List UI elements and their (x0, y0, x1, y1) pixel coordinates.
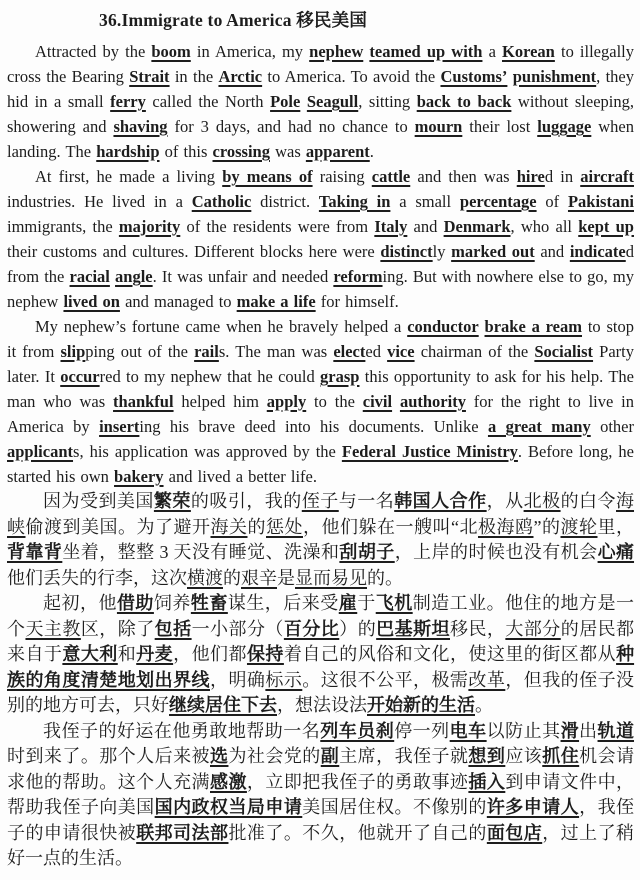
vocab-term: 轨道 (597, 720, 635, 741)
vocab-term: 改革 (468, 669, 506, 690)
vocab-term: 百分比 (283, 618, 340, 639)
vocab-term: shaving (113, 117, 168, 136)
vocab-term: punishment (512, 67, 597, 86)
vocab-term: Catholic (191, 192, 252, 211)
vocab-term: 开始新的生活 (367, 695, 475, 715)
text-segment: of this (159, 142, 213, 161)
text-segment: 时到来了。那个人后来被 (7, 746, 210, 766)
vocab-term: 保持 (246, 644, 284, 664)
text-segment: 制造工业。他住的地方是一个 (7, 593, 635, 639)
text-segment: 移民， (450, 618, 506, 639)
vocab-term: 丹麦 (136, 644, 174, 664)
text-segment: industries. He lived in a (7, 192, 192, 211)
vocab-term: marked out (451, 242, 535, 261)
text-segment: s, his application was approved by the (73, 442, 342, 461)
vocab-term: applicant (7, 442, 74, 461)
text-segment: was (269, 142, 306, 161)
vocab-term: Strait (129, 67, 170, 86)
vocab-term: Korean (502, 42, 555, 61)
text-segment: 的 (223, 567, 241, 588)
vocab-term: Italy (374, 217, 408, 236)
text-segment: and lived a better life. (163, 467, 317, 486)
text-segment: ，想法设法 (277, 695, 367, 715)
vocab-term: aircraft (580, 167, 634, 186)
paragraph (7, 39, 634, 164)
vocab-term: grasp (320, 367, 360, 386)
vocab-term: 抓住 (542, 746, 580, 766)
text-segment: ly (432, 242, 452, 261)
vocab-term: indicate (569, 242, 626, 261)
text-segment: 主席，我侄子就 (339, 746, 469, 766)
text-segment: immigrants, the (7, 217, 119, 236)
text-segment: ，明确 (210, 669, 266, 690)
vocab-term: 韩国人合作 (394, 491, 487, 511)
text-segment: Party later. It (7, 342, 634, 386)
vocab-term: conductor (407, 317, 479, 336)
vocab-term: 国内政权当局申请 (154, 797, 303, 817)
vocab-term: cattle (371, 167, 411, 186)
vocab-term: 侄子 (301, 491, 339, 511)
vocab-term: racial (69, 267, 110, 286)
vocab-term: brake a ream (484, 317, 583, 336)
vocab-term: authority (399, 392, 466, 411)
text-segment: 里， (597, 516, 634, 537)
text-segment: their customs and cultures. Different blocks here were (7, 242, 381, 261)
vocab-term: back to back (416, 92, 512, 111)
vocab-term: 继续居住下去 (169, 695, 277, 715)
text-segment: called the North (145, 92, 271, 111)
text-segment: s. The man was (218, 342, 334, 361)
text-segment: of the residents were from (180, 217, 375, 236)
text-segment: 为社会党的 (228, 746, 321, 766)
text-segment: ，从 (486, 491, 524, 511)
text-segment: 停一列 (394, 720, 450, 741)
text-segment: ing. But with nowhere else to go, my nephew (7, 267, 634, 311)
page-title: 36.Immigrate to America 移民美国 (99, 10, 368, 30)
vocab-term: 惩处 (266, 516, 303, 537)
text-segment: 出 (579, 720, 598, 741)
vocab-term: 刮胡子 (339, 542, 395, 562)
vocab-term: 心痛 (597, 542, 635, 562)
text-segment: ，他们躲在一艘叫“北 (303, 516, 478, 537)
text-segment: and then was (410, 167, 517, 186)
vocab-term: Socialist (534, 342, 594, 361)
vocab-term: 海峡 (7, 491, 635, 537)
vocab-term: 感激 (210, 771, 247, 792)
vocab-term: 艰辛 (241, 567, 277, 588)
vocab-term: nephew (309, 42, 364, 61)
vocab-term: 背靠背 (7, 542, 63, 562)
text-segment: ，上岸的时候也没有机会 (394, 542, 598, 562)
text-segment: ，立即把我侄子的勇敢事迹 (246, 771, 469, 792)
text-segment: ，但我的侄子没别的地方可去，只好 (7, 669, 635, 715)
paragraph (7, 591, 634, 719)
text-segment: helped him (173, 392, 267, 411)
vocab-term: apparent (305, 142, 370, 161)
paragraph (7, 164, 634, 314)
text-segment: 着自己的风俗和文化，使这里的街区都从 (283, 644, 617, 664)
text-segment: ”的 (533, 516, 561, 537)
text-segment: district. (251, 192, 319, 211)
vocab-term: 选 (210, 746, 229, 766)
text-segment: for 3 days, and had no chance to (167, 117, 415, 136)
vocab-term: a great many (487, 417, 591, 436)
vocab-term: 想到 (468, 746, 506, 766)
text-segment: ，过上了稍好一点的生活。 (7, 822, 635, 868)
text-segment: for the right to live in America by (7, 392, 634, 436)
text-segment: to the (306, 392, 363, 411)
text-segment: 起初，他 (43, 593, 117, 613)
vocab-term: reform (333, 267, 383, 286)
vocab-term: 许多申请人 (486, 797, 580, 817)
vocab-term: 列车员刹 (320, 720, 395, 741)
vocab-term: vice (387, 342, 415, 361)
vocab-term: 标示 (265, 669, 303, 690)
vocab-term: Federal Justice Ministry (341, 442, 518, 461)
vocab-term: elect (333, 342, 366, 361)
text-segment: d in (544, 167, 581, 186)
vocab-term: 借助 (116, 593, 154, 613)
text-segment: Attracted by the (35, 42, 152, 61)
vocab-term: Taking in (318, 192, 391, 211)
text-segment: 饲养 (153, 593, 191, 613)
text-segment (392, 392, 400, 411)
text-segment: 坐着，整整 3 天没有睡觉、洗澡和 (62, 542, 340, 562)
text-segment: , they hid in a small (7, 67, 635, 111)
vocab-term: Customs’ (440, 67, 508, 86)
text-segment: 偷渡到美国。为了避开 (25, 516, 211, 537)
vocab-term: 滑 (560, 720, 580, 741)
text-segment: 以防止其 (486, 720, 561, 741)
vocab-term: 电车 (449, 720, 487, 741)
vocab-term: 包括 (154, 618, 192, 639)
vocab-term: percentage (459, 192, 537, 211)
text-segment: chairman of the (414, 342, 535, 361)
vocab-term: make a life (236, 292, 316, 311)
vocab-term: 横渡 (187, 567, 223, 588)
text-segment: . (369, 142, 374, 161)
text-segment: to America. To avoid the (262, 67, 441, 86)
vocab-term: 大部分 (505, 618, 561, 639)
text-segment: raising (312, 167, 372, 186)
paragraph (7, 489, 634, 591)
text-segment: . It was unfair and needed (152, 267, 334, 286)
vocab-term: 渡轮 (560, 516, 598, 537)
text-segment: d from the (7, 242, 634, 286)
text-segment: in America, my (190, 42, 310, 61)
vocab-term: crossing (212, 142, 270, 161)
text-segment: My nephew’s fortune came when he bravely helped a (35, 317, 408, 336)
text-segment: 的 (247, 516, 266, 537)
text-segment: without sleeping, showering and (7, 92, 634, 136)
text-segment: and (407, 217, 444, 236)
vocab-term: lived on (63, 292, 120, 311)
text-segment: of (536, 192, 568, 211)
vocab-term: Pakistani (567, 192, 634, 211)
vocab-term: 飞机 (375, 593, 413, 613)
vocab-term: 巴基斯坦 (376, 618, 450, 639)
text-segment: . Before long, he started his own (7, 442, 634, 486)
vocab-term: hardship (96, 142, 160, 161)
text-segment: 与一名 (338, 491, 395, 511)
text-segment: this opportunity to ask for his help. The man who was (7, 367, 634, 411)
vocab-term: 联邦司法部 (136, 822, 229, 843)
paragraph (7, 719, 634, 872)
text-segment: 是 (277, 567, 295, 588)
vocab-term: 雇 (338, 593, 358, 613)
text-segment: ，他们都 (173, 644, 247, 664)
vocab-term: hire (516, 167, 545, 186)
text-segment: to illegally cross the Bearing (7, 42, 634, 86)
text-segment: 应该 (505, 746, 543, 766)
text-segment: 的居民都来自于 (7, 618, 635, 664)
vocab-term: 显而易见 (295, 567, 367, 588)
text-segment: other (590, 417, 634, 436)
vocab-term: kept up (578, 217, 634, 236)
text-segment: and (534, 242, 570, 261)
text-segment: 因为受到美国 (43, 491, 154, 511)
text-segment: 一小部分（ (191, 618, 284, 639)
text-segment: ed (365, 342, 388, 361)
document-body (7, 39, 634, 872)
paragraph (7, 314, 634, 489)
text-segment: 到申请文件中，帮助我侄子向美国 (7, 771, 635, 817)
text-segment: ping out of the (85, 342, 195, 361)
vocab-term: 北极 (523, 491, 561, 511)
vocab-term: teamed up with (369, 42, 483, 61)
text-segment: 的。 (367, 567, 403, 588)
text-segment: 批准了。不久，他就开了自己的 (228, 822, 487, 843)
text-segment: 他们丢失的行李，这次 (7, 567, 187, 588)
vocab-term: thankful (113, 392, 174, 411)
vocab-term: Denmark (443, 217, 511, 236)
vocab-term: 牲畜 (190, 593, 228, 613)
text-segment: ）的 (339, 618, 377, 639)
vocab-term: 种族的角度清楚地划出界线 (7, 644, 635, 690)
text-segment: red to my nephew that he could (99, 367, 321, 386)
vocab-term: 极海鸥 (478, 516, 534, 537)
text-segment: , sitting (358, 92, 417, 111)
vocab-term: mourn (414, 117, 463, 136)
vocab-term: 面包店 (486, 822, 543, 843)
vocab-term: 插入 (468, 771, 506, 792)
text-segment: for himself. (315, 292, 399, 311)
vocab-term: Arctic (218, 67, 263, 86)
text-segment: ，我侄子的申请很快被 (7, 797, 635, 843)
text-segment: At first, he made a living (35, 167, 223, 186)
vocab-term: distinct (380, 242, 433, 261)
vocab-term: bakery (114, 467, 164, 486)
text-segment: 美国居住权。不像别的 (302, 797, 487, 817)
text-segment: when landing. The (7, 117, 635, 161)
text-segment: their lost (462, 117, 538, 136)
text-segment: 的白令 (560, 491, 617, 511)
text-segment: 区，除了 (80, 618, 155, 639)
vocab-term: occur (60, 367, 100, 386)
vocab-term: Pole (270, 92, 301, 111)
text-segment: and managed to (119, 292, 237, 311)
text-segment: , who all (510, 217, 579, 236)
vocab-term: 副 (320, 746, 340, 766)
text-segment: 和 (117, 644, 137, 664)
vocab-term: luggage (537, 117, 592, 136)
vocab-term: insert (99, 417, 140, 436)
vocab-term: apply (266, 392, 307, 411)
text-segment: 。 (475, 695, 493, 715)
vocab-term: boom (151, 42, 191, 61)
vocab-term: angle (115, 267, 153, 286)
vocab-term: 海关 (210, 516, 248, 537)
text-segment: 于 (357, 593, 376, 613)
text-segment: to stop it from (7, 317, 635, 361)
vocab-term: slip (60, 342, 86, 361)
vocab-term: 意大利 (62, 644, 118, 664)
vocab-term: by means of (222, 167, 313, 186)
text-segment: 机会请求他的帮助。这个人充满 (7, 746, 635, 792)
text-segment: ing his brave deed into his documents. Unlike (139, 417, 488, 436)
text-segment: 的吸引，我的 (190, 491, 302, 511)
vocab-term: ferry (110, 92, 146, 111)
vocab-term: majority (118, 217, 181, 236)
text-segment: a small (390, 192, 460, 211)
vocab-term: civil (362, 392, 393, 411)
vocab-term: 繁荣 (153, 491, 191, 511)
vocab-term: Seagull (306, 92, 359, 111)
text-segment: a (482, 42, 502, 61)
vocab-term: 天主教 (25, 618, 81, 639)
vocab-term: rail (194, 342, 219, 361)
text-segment: 。这很不公平，极需 (302, 669, 469, 690)
text-segment: in the (169, 67, 219, 86)
text-segment: 谋生，后来受 (227, 593, 339, 613)
text-segment: 我侄子的好运在他勇敢地帮助一名 (43, 720, 321, 741)
